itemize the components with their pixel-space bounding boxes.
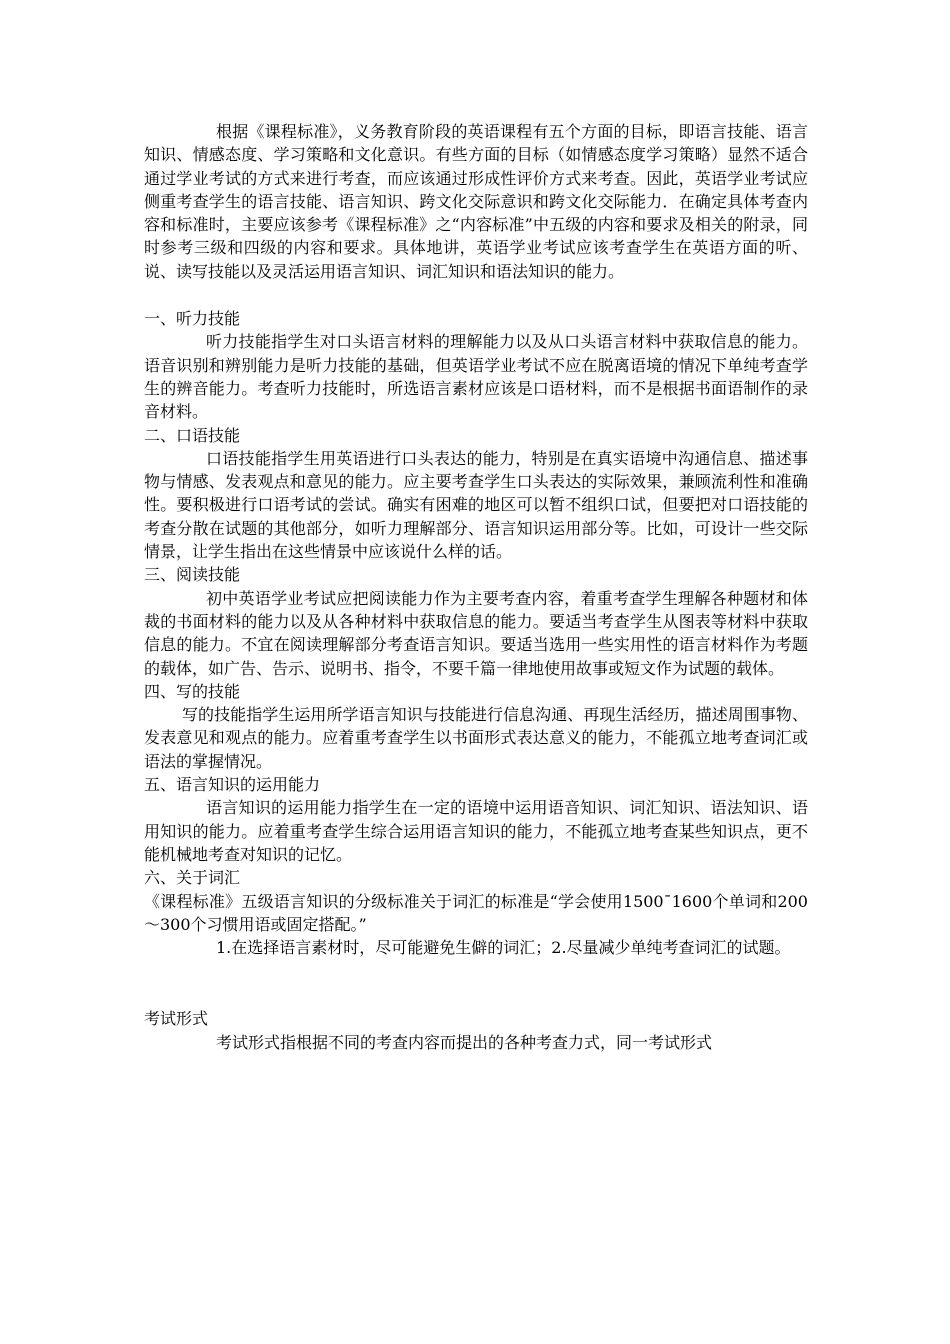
exam-form-body: 考试形式指根据不同的考查内容而提出的各种考查力式，同一考试形式 — [216, 1032, 713, 1052]
spacer — [144, 959, 808, 1007]
intro-paragraph: 根据《课程标准》，义务教育阶段的英语课程有五个方面的目标，即语言技能、语言知识、情感态度、学习策略和文化意识。有些方面的目标（如情感态度学习策略）显然不适合通过学业考试的方式来进行考查，而应该通过形成性评价方式来考查。因此，英语学业考试应侧重考查学生的语言技能、语言知识、跨文化交际意识和跨文化交际能力．在确定具体考查内容和标准时，主要应该参考《课程标准》之“内容标准”中五级的内容和要求及相关的附录，同时参考三级和四级的内容和要求。具体地讲，英语学业考试应该考查学生在英语方面的听、说、读写技能以及灵活运用语言知识、词汇知识和语法知识的能力。 — [144, 122, 808, 281]
section-body-vocabulary: 《课程标准》五级语言知识的分级标准关于词汇的标准是“学会使用1500¯1600个单词和200～300个习惯用语或固定搭配。” — [144, 891, 808, 934]
section-heading-language-knowledge: 五、语言知识的运用能力 — [144, 775, 321, 795]
section-body-listening: 听力技能指学生对口头语言材料的理解能力以及从口头语言材料中获取信息的能力。语音识别和辨别能力是听力技能的基础，但英语学业考试不应在脱离语境的情况下单纯考查学生的辨音能力。考查听力技能时，所选语言素材应该是口语材料，而不是根据书面语制作的录音材料。 — [144, 332, 808, 422]
document-page — [144, 120, 808, 1054]
section-heading-vocabulary: 六、关于词汇 — [144, 868, 241, 888]
exam-form-heading: 考试形式 — [144, 1009, 209, 1029]
spacer — [144, 283, 808, 307]
section-heading-writing: 四、写的技能 — [144, 681, 241, 701]
section-heading-listening: 一、听力技能 — [144, 309, 241, 329]
section-body-language-knowledge: 语言知识的运用能力指学生在一定的语境中运用语音知识、词汇知识、语法知识、语用知识的能力。应着重考查学生综合运用语言知识的能力，不能孤立地考查某些知识点，更不能机械地考查对知识的记忆。 — [144, 798, 808, 864]
section-heading-speaking: 二、口语技能 — [144, 425, 241, 445]
section-body-reading: 初中英语学业考试应把阅读能力作为主要考查内容，着重考查学生理解各种题材和体裁的书面材料的能力以及从各种材料中获取信息的能力。要适当考查学生从图表等材料中获取信息的能力。不宜在阅读理解部分考查语言知识。要适当选用一些实用性的语言材料作为考题的载体，如广告、告示、说明书、指令，不要千篇一律地使用故事或短文作为试题的载体。 — [144, 588, 808, 678]
section-body-writing: 写的技能指学生运用所学语言知识与技能进行信息沟通、再现生活经历，描述周围事物、发表意见和观点的能力。应着重考查学生以书面形式表达意义的能力，不能孤立地考查词汇或语法的掌握情况。 — [144, 705, 808, 771]
section-heading-reading: 三、阅读技能 — [144, 565, 241, 585]
section-body-speaking: 口语技能指学生用英语进行口头表达的能力，特别是在真实语境中沟通信息、描述事物与情感、发表观点和意见的能力。应主要考查学生口头表达的实际效果，兼顾流利性和准确性。要积极进行口语考试的尝试。确实有困难的地区可以暂不组织口试，但要把对口语技能的考查分散在试题的其他部分，如听力理解部分、语言知识运用部分等。比如，可设计一些交际情景，让学生指出在这些情景中应该说什么样的话。 — [144, 448, 808, 562]
section-extra-vocabulary: 1.在选择语言素材时，尽可能避免生僻的词汇；2.尽量减少单纯考查词汇的试题。 — [216, 938, 791, 958]
